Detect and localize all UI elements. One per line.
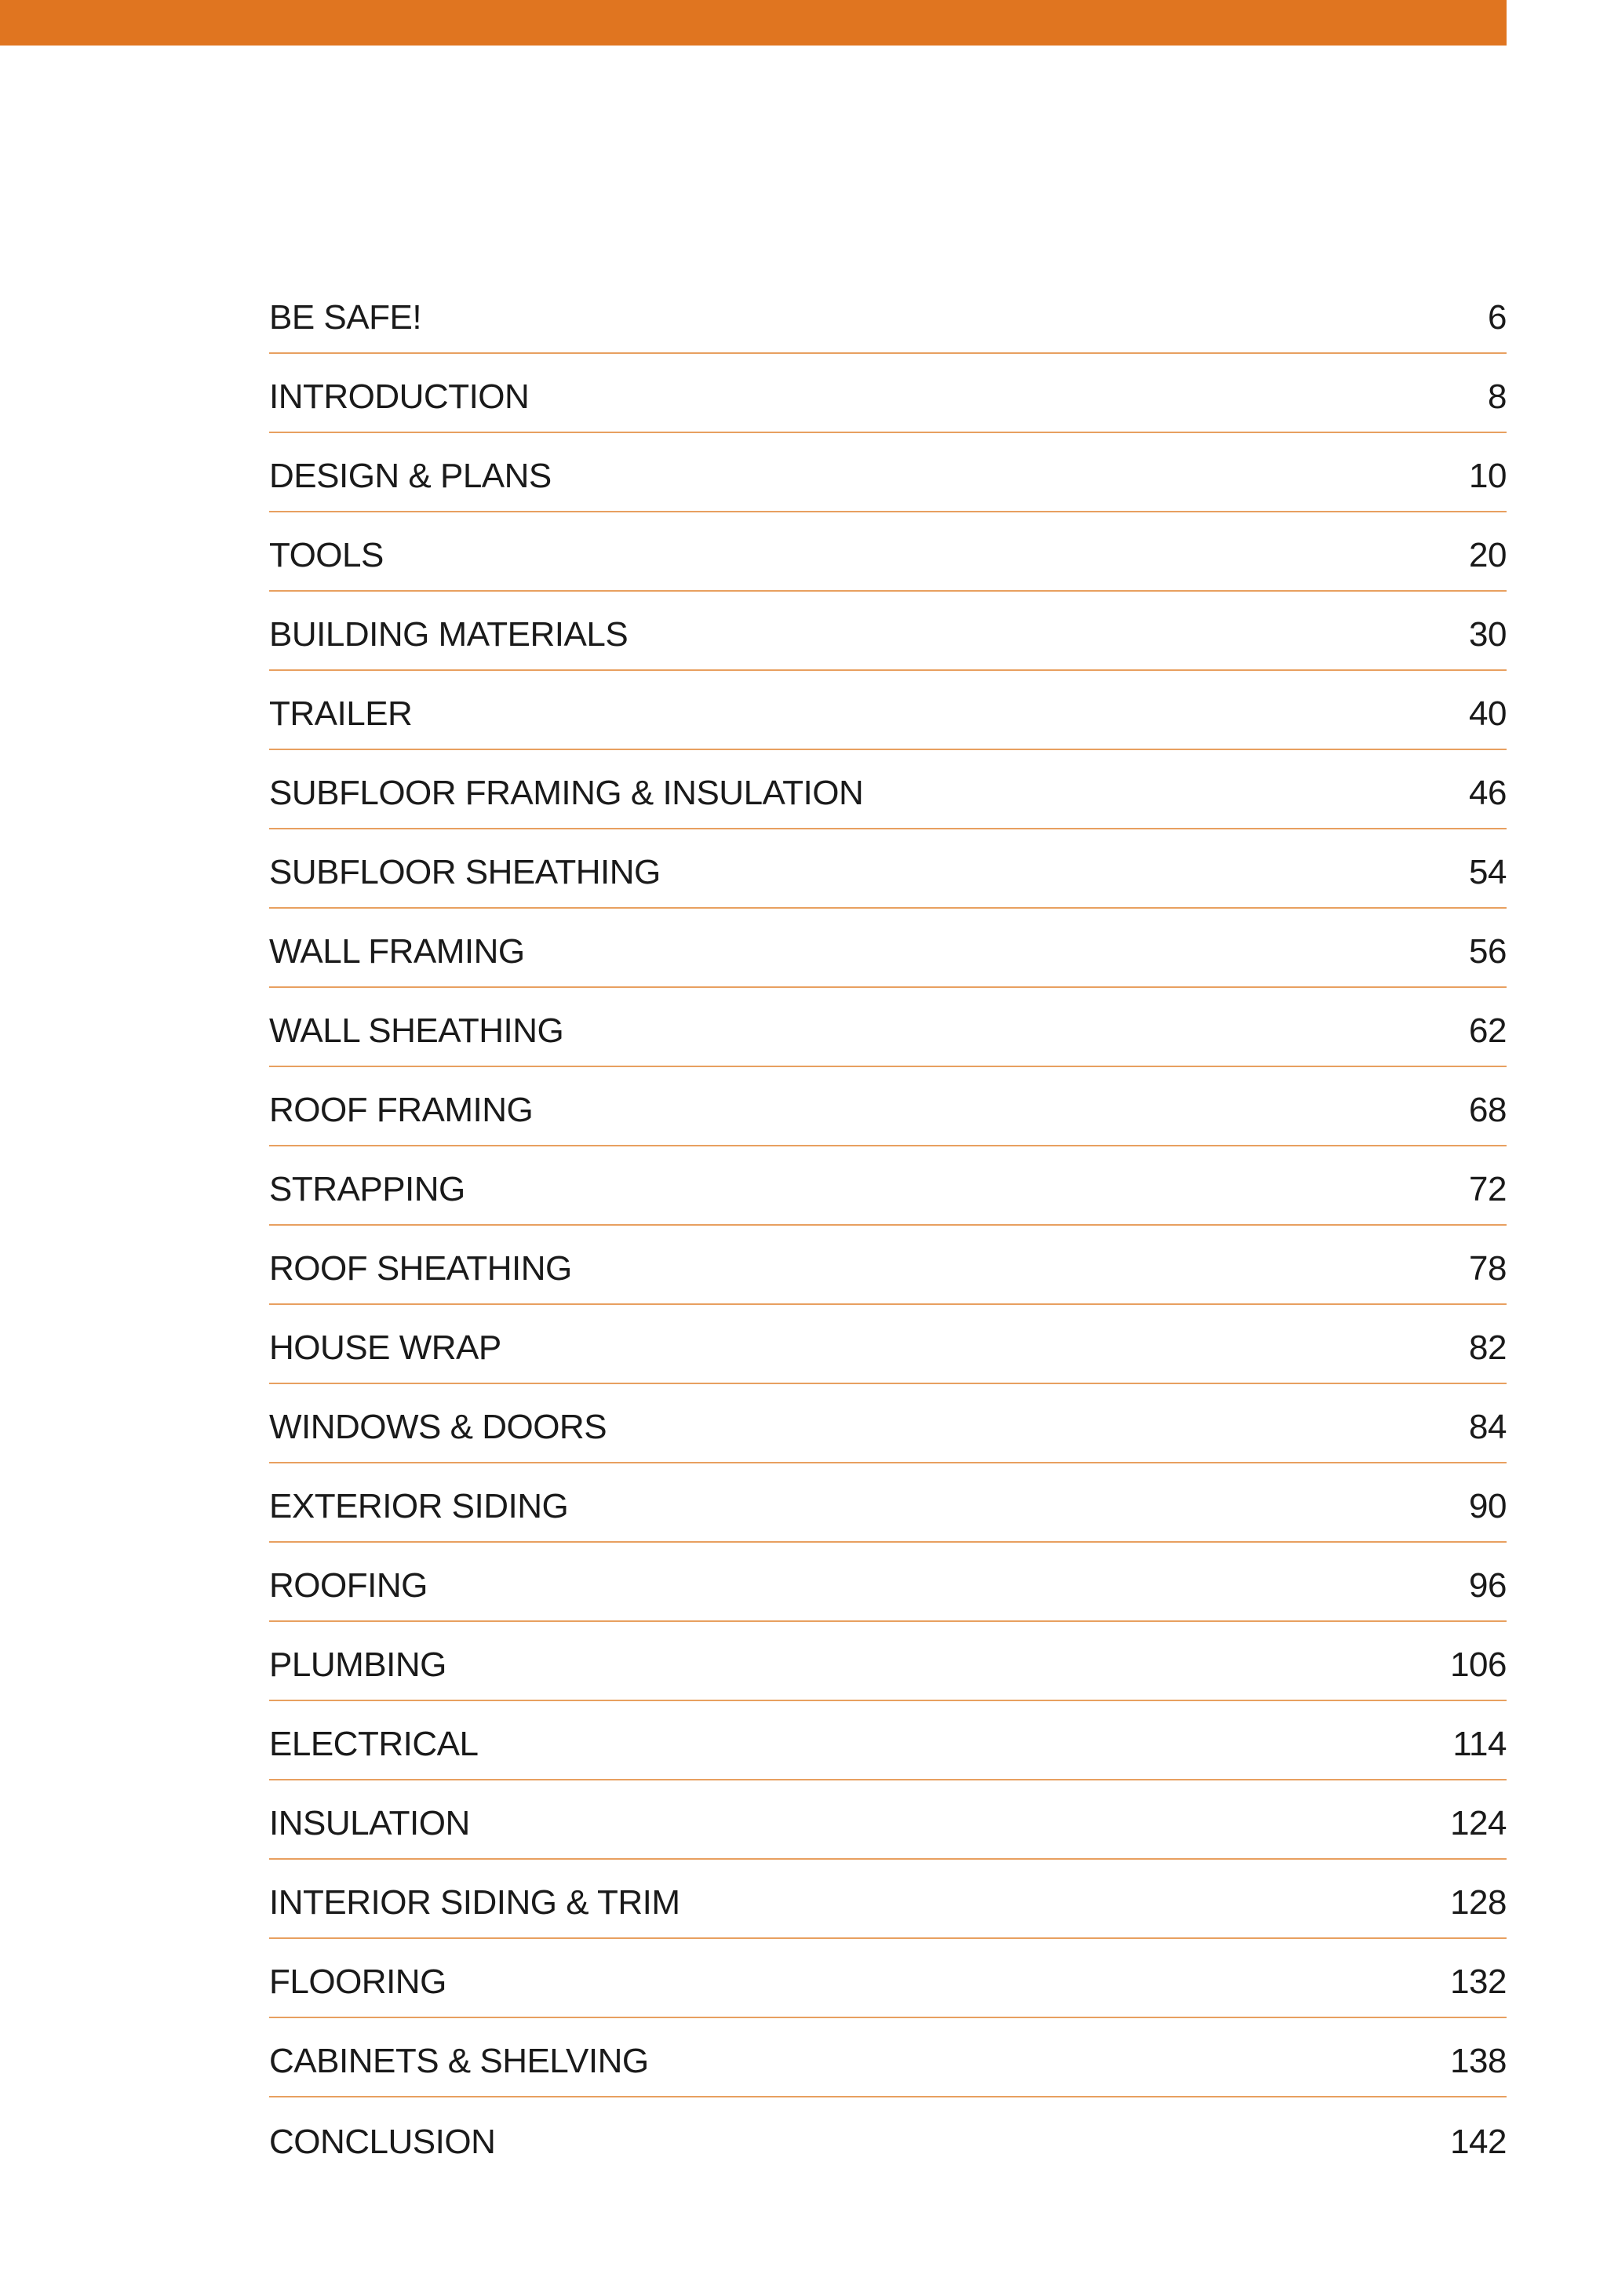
toc-entry[interactable] <box>269 1067 1507 1146</box>
toc-entry-page-number: 56 <box>1469 932 1507 971</box>
toc-entry-title: STRAPPING <box>269 1170 465 1208</box>
toc-entry-title: FLOORING <box>269 1963 446 2001</box>
toc-entry-page-number: 68 <box>1469 1091 1507 1129</box>
toc-entry-title: INTRODUCTION <box>269 377 530 416</box>
toc-entry-page-number: 82 <box>1469 1328 1507 1367</box>
toc-entry[interactable] <box>269 512 1507 592</box>
toc-entry-page-number: 62 <box>1469 1011 1507 1050</box>
toc-entry[interactable] <box>269 1780 1507 1860</box>
toc-entry-page-number: 72 <box>1469 1170 1507 1208</box>
toc-entry-page-number: 124 <box>1450 1804 1507 1842</box>
toc-entry[interactable] <box>269 988 1507 1067</box>
toc-entry-title: EXTERIOR SIDING <box>269 1487 569 1525</box>
toc-entry[interactable] <box>269 1701 1507 1780</box>
toc-entry-title: CONCLUSION <box>269 2123 496 2161</box>
toc-entry-page-number: 96 <box>1469 1566 1507 1605</box>
toc-entry-title: TOOLS <box>269 536 384 574</box>
toc-entry-page-number: 8 <box>1488 377 1507 416</box>
table-of-contents <box>269 275 1507 2177</box>
toc-entry-page-number: 106 <box>1450 1645 1507 1684</box>
toc-entry[interactable] <box>269 750 1507 829</box>
toc-entry[interactable] <box>269 909 1507 988</box>
toc-entry-title: CABINETS & SHELVING <box>269 2042 649 2080</box>
toc-entry-page-number: 114 <box>1452 1725 1507 1763</box>
toc-entry-title: HOUSE WRAP <box>269 1328 501 1367</box>
toc-entry[interactable] <box>269 592 1507 671</box>
toc-entry[interactable] <box>269 1384 1507 1463</box>
toc-entry[interactable] <box>269 1305 1507 1384</box>
toc-entry-title: SUBFLOOR SHEATHING <box>269 853 661 891</box>
toc-entry[interactable] <box>269 2097 1507 2177</box>
toc-entry[interactable] <box>269 433 1507 512</box>
toc-entry-page-number: 30 <box>1469 615 1507 654</box>
toc-entry-title: ELECTRICAL <box>269 1725 479 1763</box>
top-accent-bar <box>0 0 1507 46</box>
toc-entry-page-number: 20 <box>1469 536 1507 574</box>
toc-entry-page-number: 78 <box>1469 1249 1507 1288</box>
toc-entry[interactable] <box>269 2018 1507 2097</box>
toc-entry-title: SUBFLOOR FRAMING & INSULATION <box>269 774 864 812</box>
toc-entry-title: ROOF SHEATHING <box>269 1249 572 1288</box>
toc-entry-title: DESIGN & PLANS <box>269 457 552 495</box>
toc-entry[interactable] <box>269 1939 1507 2018</box>
toc-entry-page-number: 132 <box>1450 1963 1507 2001</box>
toc-entry-title: INTERIOR SIDING & TRIM <box>269 1883 680 1922</box>
toc-entry-title: BUILDING MATERIALS <box>269 615 629 654</box>
toc-entry-title: PLUMBING <box>269 1645 446 1684</box>
toc-entry[interactable] <box>269 354 1507 433</box>
toc-entry[interactable] <box>269 1622 1507 1701</box>
toc-entry-page-number: 40 <box>1469 694 1507 733</box>
toc-entry[interactable] <box>269 275 1507 354</box>
toc-entry-title: ROOFING <box>269 1566 428 1605</box>
toc-entry-page-number: 84 <box>1469 1408 1507 1446</box>
toc-entry-title: ROOF FRAMING <box>269 1091 534 1129</box>
toc-entry-page-number: 142 <box>1450 2123 1507 2161</box>
toc-entry-page-number: 128 <box>1450 1883 1507 1922</box>
toc-entry-title: INSULATION <box>269 1804 470 1842</box>
toc-entry-page-number: 54 <box>1469 853 1507 891</box>
toc-entry[interactable] <box>269 1146 1507 1226</box>
toc-entry-page-number: 46 <box>1469 774 1507 812</box>
toc-entry-title: WINDOWS & DOORS <box>269 1408 607 1446</box>
toc-entry[interactable] <box>269 1226 1507 1305</box>
toc-entry-page-number: 138 <box>1450 2042 1507 2080</box>
toc-entry-page-number: 10 <box>1469 457 1507 495</box>
toc-entry[interactable] <box>269 1543 1507 1622</box>
toc-entry-title: TRAILER <box>269 694 413 733</box>
toc-entry[interactable] <box>269 1463 1507 1543</box>
toc-entry[interactable] <box>269 1860 1507 1939</box>
toc-entry[interactable] <box>269 829 1507 909</box>
toc-entry-title: WALL FRAMING <box>269 932 525 971</box>
toc-entry-title: WALL SHEATHING <box>269 1011 564 1050</box>
toc-entry-title: BE SAFE! <box>269 298 422 337</box>
toc-entry-page-number: 90 <box>1469 1487 1507 1525</box>
toc-entry-page-number: 6 <box>1488 298 1507 337</box>
toc-entry[interactable] <box>269 671 1507 750</box>
